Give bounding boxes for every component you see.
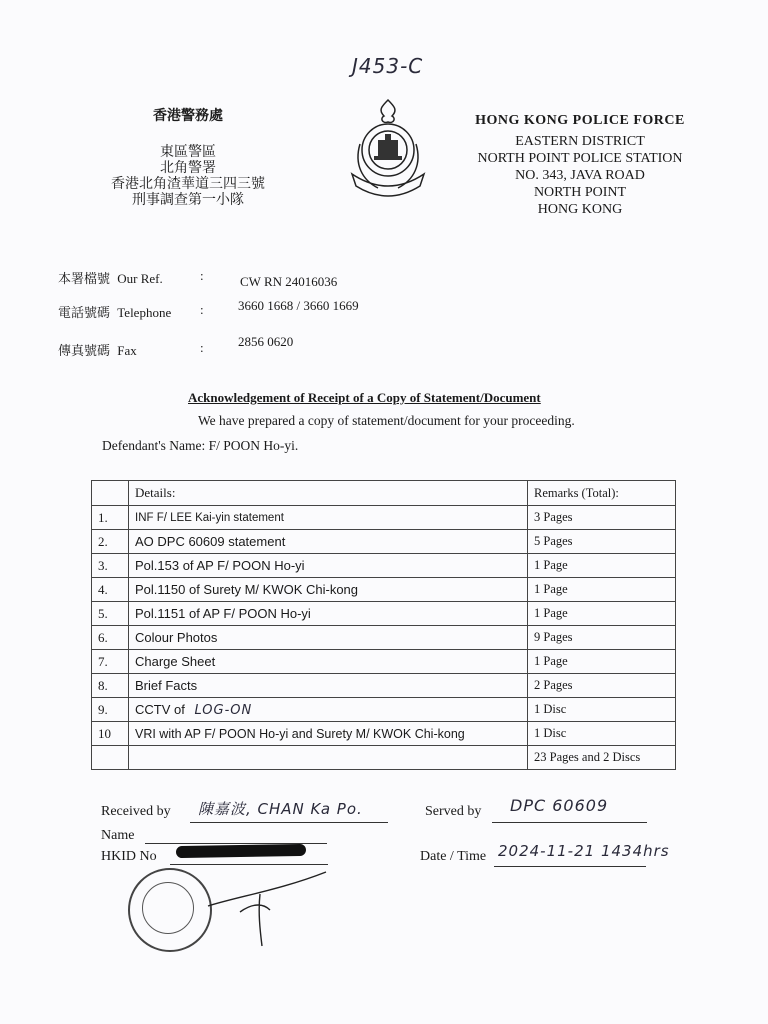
date-time-label: Date / Time: [420, 849, 487, 864]
chinese-line: 東區警區: [160, 144, 216, 160]
ref-label-cn: 傳真號碼: [58, 344, 111, 359]
hkid-label: HKID No: [101, 849, 157, 864]
intro-text: We have prepared a copy of statement/document for your proceeding.: [198, 413, 575, 428]
ref-label-cn: 本署檔號: [58, 272, 111, 287]
row-details: Colour Photos: [129, 626, 528, 650]
table-row: [92, 506, 676, 530]
handwritten-file-note: J453-C: [352, 54, 424, 78]
row-details-cctv: [129, 698, 528, 722]
header-remarks: Remarks (Total):: [528, 481, 676, 506]
ref-label-cn: 電話號碼: [58, 306, 111, 321]
row-remarks: 9 Pages: [528, 626, 676, 650]
english-line: NORTH POINT POLICE STATION: [477, 151, 683, 166]
english-address-block: [450, 112, 710, 218]
row-no: 9.: [92, 698, 129, 722]
table-row: [92, 650, 676, 674]
row-no: 5.: [92, 602, 129, 626]
served-by-line: [492, 822, 647, 823]
row-no: 8.: [92, 674, 129, 698]
received-by-label: Received by: [101, 804, 171, 819]
received-by-line: [190, 822, 388, 823]
date-time-line: [494, 866, 646, 867]
served-by-handwritten: DPC 60609: [510, 796, 609, 815]
document-heading: Acknowledgement of Receipt of a Copy of Statement/Document: [188, 390, 541, 405]
ref-label-en: Telephone: [117, 305, 172, 320]
row-no: 3.: [92, 554, 129, 578]
row-details: Pol.153 of AP F/ POON Ho-yi: [129, 554, 528, 578]
row-remarks: 1 Page: [528, 602, 676, 626]
chinese-org-title: 香港警務處: [153, 108, 223, 124]
cctv-handwritten-note: LOG-ON: [194, 702, 253, 718]
served-by-label: Served by: [425, 804, 482, 819]
ref-row-fax: [58, 334, 294, 359]
total-remarks: 23 Pages and 2 Discs: [528, 746, 676, 770]
row-no: 6.: [92, 626, 129, 650]
handwritten-signature: [200, 866, 340, 950]
row-no: 1.: [92, 506, 129, 530]
ref-label-en: Fax: [117, 343, 137, 358]
hkid-line: [170, 864, 328, 865]
police-crest-logo: [338, 94, 438, 206]
ref-value: 3660 1668 / 3660 1669: [238, 298, 359, 313]
table-row: [92, 674, 676, 698]
row-details: Pol.1151 of AP F/ POON Ho-yi: [129, 602, 528, 626]
row-remarks: 1 Page: [528, 554, 676, 578]
row-remarks: 1 Disc: [528, 698, 676, 722]
name-label: Name: [101, 828, 135, 843]
english-line: NO. 343, JAVA ROAD: [515, 168, 645, 183]
ref-colon: :: [200, 302, 204, 317]
table-row: [92, 722, 676, 746]
ref-colon: :: [200, 268, 204, 283]
defendant-name: Defendant's Name: F/ POON Ho-yi.: [102, 438, 299, 453]
row-details: Charge Sheet: [129, 650, 528, 674]
row-remarks: 1 Page: [528, 578, 676, 602]
row-no: 10: [92, 722, 129, 746]
table-total-row: [92, 746, 676, 770]
total-details: [129, 746, 528, 770]
english-line: EASTERN DISTRICT: [515, 134, 645, 149]
chinese-line: 北角警署: [160, 160, 216, 176]
table-row: [92, 578, 676, 602]
row-no: 7.: [92, 650, 129, 674]
ref-row-our-ref: [58, 268, 338, 289]
table-row: [92, 602, 676, 626]
cctv-label: CCTV of: [135, 701, 185, 717]
received-by-handwritten: 陳嘉波, CHAN Ka Po.: [198, 800, 363, 818]
chinese-line: 香港北角渣華道三四三號: [111, 176, 265, 192]
ref-value: CW RN 24016036: [240, 274, 338, 289]
ref-value: 2856 0620: [238, 334, 294, 349]
row-details: Pol.1150 of Surety M/ KWOK Chi-kong: [129, 578, 528, 602]
chinese-line: 刑事調查第一小隊: [132, 192, 244, 208]
row-details: AO DPC 60609 statement: [129, 530, 528, 554]
english-line: HONG KONG: [537, 202, 623, 217]
documents-table: [91, 480, 676, 770]
row-remarks: 1 Page: [528, 650, 676, 674]
row-no: 2.: [92, 530, 129, 554]
ref-colon: :: [200, 340, 204, 355]
stamp-inner-ring: [142, 882, 194, 934]
row-no: 4.: [92, 578, 129, 602]
row-details: VRI with AP F/ POON Ho-yi and Surety M/ KWOK Chi-kong: [129, 722, 528, 746]
table-row: [92, 626, 676, 650]
english-line: NORTH POINT: [533, 185, 627, 200]
header-details: Details:: [129, 481, 528, 506]
ref-row-telephone: [58, 298, 359, 321]
table-row: [92, 554, 676, 578]
total-no: [92, 746, 129, 770]
row-remarks: 1 Disc: [528, 722, 676, 746]
hkid-redaction: [176, 844, 306, 858]
table-row: [92, 698, 676, 722]
row-remarks: 5 Pages: [528, 530, 676, 554]
header-no: [92, 481, 129, 506]
row-remarks: 2 Pages: [528, 674, 676, 698]
ref-label-en: Our Ref.: [117, 271, 163, 286]
date-time-handwritten: 2024-11-21 1434hrs: [498, 842, 670, 860]
english-org-title: HONG KONG POLICE FORCE: [475, 113, 685, 128]
chinese-address-block: [88, 108, 288, 208]
row-details: Brief Facts: [129, 674, 528, 698]
table-header-row: [92, 481, 676, 506]
table-row: [92, 530, 676, 554]
row-details: INF F/ LEE Kai-yin statement: [129, 506, 528, 530]
row-remarks: 3 Pages: [528, 506, 676, 530]
